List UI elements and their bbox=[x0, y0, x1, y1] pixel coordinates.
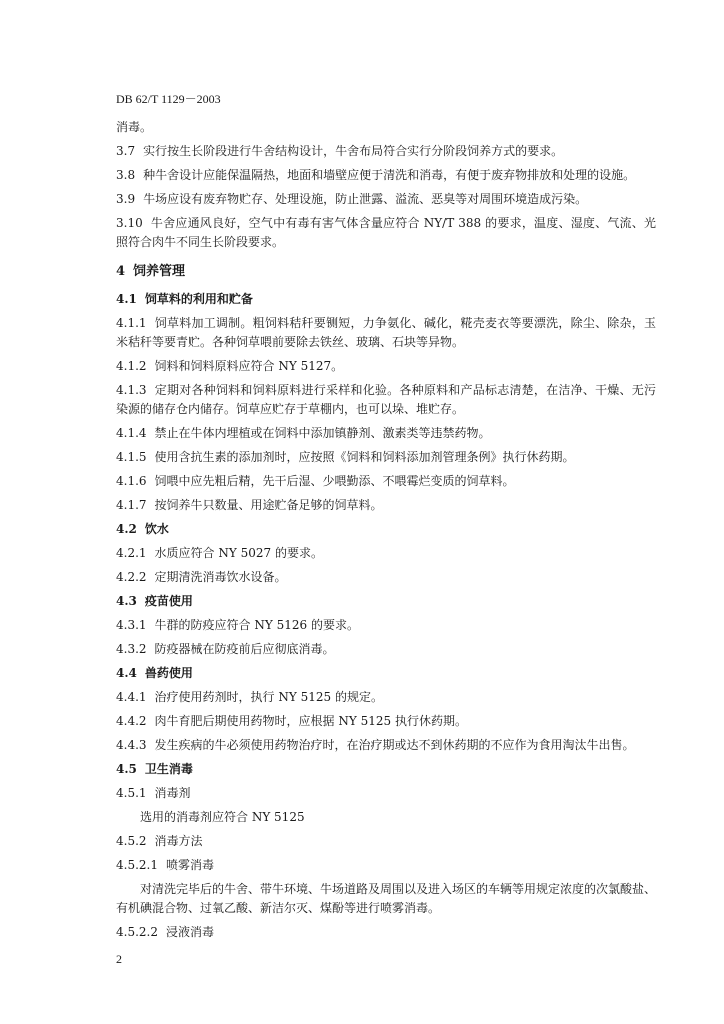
clause-paragraph bbox=[116, 314, 656, 352]
clause-text: 定期清洗消毒饮水设备。 bbox=[154, 570, 287, 584]
subsection-heading bbox=[116, 290, 656, 309]
clause-text: 发生疾病的牛必须使用药物治疗时，在治疗期或达不到休药期的不应作为食用淘汰牛出售。 bbox=[154, 738, 635, 752]
clause-number: 4.5.2 bbox=[116, 834, 147, 848]
clause-text: 水质应符合 NY 5027 的要求。 bbox=[154, 546, 323, 560]
clause-paragraph bbox=[116, 357, 656, 376]
clause-text: 消毒。 bbox=[116, 120, 153, 134]
clause-text: 消毒剂 bbox=[154, 786, 191, 800]
clause-text: 定期对各种饲料和饲料原料进行采样和化验。各种原料和产品标志清楚，在洁净、干燥、无污染源的储存仓内储存。饲草应贮存于草棚内，也可以垛、堆贮存。 bbox=[116, 383, 656, 416]
clause-text: 种牛舍设计应能保温隔热，地面和墙壁应便于清洗和消毒，有便于废弃物排放和处理的设施。 bbox=[143, 168, 636, 182]
clause-paragraph bbox=[116, 688, 656, 707]
page-number: 2 bbox=[116, 952, 122, 966]
clause-text: 饲料和饲料原料应符合 NY 5127。 bbox=[154, 359, 344, 373]
clause-paragraph bbox=[116, 712, 656, 731]
clause-text: 牛场应设有废弃物贮存、处理设施，防止泄露、溢流、恶臭等对周围环境造成污染。 bbox=[143, 192, 588, 206]
clause-number: 4.3 bbox=[116, 594, 137, 608]
clause-paragraph bbox=[116, 544, 656, 563]
clause-paragraph bbox=[116, 568, 656, 587]
clause-paragraph bbox=[116, 616, 656, 635]
clause-paragraph bbox=[116, 118, 656, 137]
clause-text: 对清洗完毕后的牛舍、带牛环境、牛场道路及周围以及进入场区的车辆等用规定浓度的次氯酸盐、有机碘混合物、过氧乙酸、新洁尔灭、煤酚等进行喷雾消毒。 bbox=[116, 882, 657, 915]
clause-text: 消毒方法 bbox=[154, 834, 203, 848]
clause-paragraph bbox=[116, 142, 656, 161]
clause-text: 卫生消毒 bbox=[144, 762, 193, 776]
clause-paragraph bbox=[116, 808, 656, 827]
clause-number: 3.7 bbox=[116, 144, 136, 158]
clause-number: 4.1.4 bbox=[116, 426, 147, 440]
clause-number: 4.2.1 bbox=[116, 546, 147, 560]
subsection-heading bbox=[116, 760, 656, 779]
clause-text: 肉牛育肥后期使用药物时，应根据 NY 5125 执行休药期。 bbox=[154, 714, 467, 728]
clause-text: 牛舍应通风良好，空气中有毒有害气体含量应符合 NY/T 388 的要求，温度、湿度、气流、光照符合肉牛不同生长阶段要求。 bbox=[116, 216, 656, 249]
clause-text: 使用含抗生素的添加剂时，应按照《饲料和饲料添加剂管理条例》执行休药期。 bbox=[154, 450, 575, 464]
clause-text: 防疫器械在防疫前后应彻底消毒。 bbox=[154, 642, 335, 656]
clause-paragraph bbox=[116, 496, 656, 515]
clause-text: 饲喂中应先粗后精，先干后湿、少喂勤添、不喂霉烂变质的饲草料。 bbox=[154, 474, 515, 488]
clause-text: 饮水 bbox=[144, 522, 169, 536]
clause-paragraph bbox=[116, 923, 656, 942]
clause-text: 喷雾消毒 bbox=[165, 858, 214, 872]
clause-text: 牛群的防疫应符合 NY 5126 的要求。 bbox=[154, 618, 359, 632]
clause-number: 4.4.3 bbox=[116, 738, 147, 752]
clause-paragraph bbox=[116, 214, 656, 252]
subsection-heading bbox=[116, 520, 656, 539]
clause-number: 4.1.2 bbox=[116, 359, 147, 373]
clause-number: 4.1 bbox=[116, 292, 137, 306]
section-heading bbox=[116, 262, 656, 281]
clause-text: 饲草料加工调制。粗饲料秸秆要铡短，力争氨化、碱化，糀壳麦衣等要漂洗，除尘、除杂，玉米秸秆等要青贮。各种饲草喂前要除去铁丝、玻璃、石块等异物。 bbox=[116, 316, 656, 349]
clause-number: 4.5 bbox=[116, 762, 137, 776]
clause-number: 3.9 bbox=[116, 192, 136, 206]
clause-number: 4.5.1 bbox=[116, 786, 147, 800]
clause-number: 4.1.6 bbox=[116, 474, 147, 488]
clause-paragraph bbox=[116, 880, 656, 918]
clause-text: 禁止在牛体内埋植或在饲料中添加镇静剂、激素类等违禁药物。 bbox=[154, 426, 491, 440]
clause-number: 4.1.3 bbox=[116, 383, 147, 397]
clause-number: 4.1.7 bbox=[116, 498, 147, 512]
clause-text: 饲草料的利用和贮备 bbox=[144, 292, 253, 306]
clause-number: 3.8 bbox=[116, 168, 136, 182]
clause-number: 4.5.2.1 bbox=[116, 858, 158, 872]
clause-number: 4.5.2.2 bbox=[116, 925, 158, 939]
clause-number: 4.4.1 bbox=[116, 690, 147, 704]
clause-paragraph bbox=[116, 640, 656, 659]
clause-number: 4.3.1 bbox=[116, 618, 147, 632]
clause-number: 4.4.2 bbox=[116, 714, 147, 728]
clause-paragraph bbox=[116, 448, 656, 467]
clause-text: 实行按生长阶段进行牛舍结构设计，牛舍布局符合实行分阶段饲养方式的要求。 bbox=[143, 144, 564, 158]
clause-number: 4.3.2 bbox=[116, 642, 147, 656]
clause-text: 浸液消毒 bbox=[165, 925, 214, 939]
clause-text: 兽药使用 bbox=[144, 666, 193, 680]
clause-number: 4.2 bbox=[116, 522, 137, 536]
document-body bbox=[116, 118, 656, 947]
document-code-header: DB 62/T 1129－2003 bbox=[116, 92, 221, 106]
clause-paragraph bbox=[116, 381, 656, 419]
clause-number: 3.10 bbox=[116, 216, 143, 230]
clause-number: 4 bbox=[116, 264, 126, 279]
clause-paragraph bbox=[116, 856, 656, 875]
clause-number: 4.4 bbox=[116, 666, 137, 680]
clause-paragraph bbox=[116, 832, 656, 851]
clause-paragraph bbox=[116, 190, 656, 209]
subsection-heading bbox=[116, 592, 656, 611]
clause-text: 按饲养牛只数量、用途贮备足够的饲草料。 bbox=[154, 498, 383, 512]
clause-number: 4.2.2 bbox=[116, 570, 147, 584]
clause-text: 饲养管理 bbox=[133, 264, 186, 279]
clause-paragraph bbox=[116, 472, 656, 491]
subsection-heading bbox=[116, 664, 656, 683]
clause-text: 选用的消毒剂应符合 NY 5125 bbox=[140, 810, 305, 824]
clause-paragraph bbox=[116, 784, 656, 803]
clause-paragraph bbox=[116, 424, 656, 443]
clause-paragraph bbox=[116, 166, 656, 185]
clause-text: 治疗使用药剂时，执行 NY 5125 的规定。 bbox=[154, 690, 383, 704]
clause-number: 4.1.1 bbox=[116, 316, 147, 330]
clause-number: 4.1.5 bbox=[116, 450, 147, 464]
clause-text: 疫苗使用 bbox=[144, 594, 193, 608]
clause-paragraph bbox=[116, 736, 656, 755]
